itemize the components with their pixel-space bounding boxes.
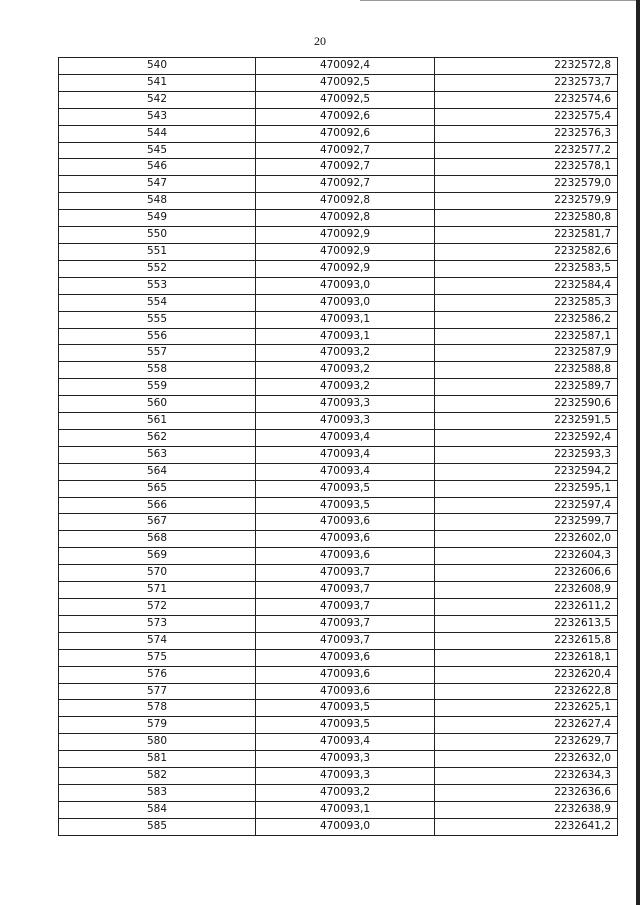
y-coordinate-cell: 2232602,0: [435, 531, 618, 548]
x-coordinate-cell: 470093,4: [256, 734, 435, 751]
x-coordinate-cell: 470093,0: [256, 294, 435, 311]
table-row: [59, 91, 618, 108]
table-row: [59, 277, 618, 294]
x-coordinate-cell: 470092,4: [256, 58, 435, 75]
table-row: [59, 818, 618, 835]
x-coordinate-cell: 470093,7: [256, 615, 435, 632]
y-coordinate-cell: 2232636,6: [435, 784, 618, 801]
point-number-cell: 558: [59, 362, 256, 379]
table-row: [59, 599, 618, 616]
x-coordinate-cell: 470093,2: [256, 362, 435, 379]
point-number-cell: 556: [59, 328, 256, 345]
x-coordinate-cell: 470093,7: [256, 632, 435, 649]
y-coordinate-cell: 2232634,3: [435, 768, 618, 785]
y-coordinate-cell: 2232581,7: [435, 227, 618, 244]
point-number-cell: 579: [59, 717, 256, 734]
x-coordinate-cell: 470093,7: [256, 582, 435, 599]
x-coordinate-cell: 470093,3: [256, 768, 435, 785]
y-coordinate-cell: 2232629,7: [435, 734, 618, 751]
y-coordinate-cell: 2232594,2: [435, 463, 618, 480]
x-coordinate-cell: 470093,5: [256, 700, 435, 717]
point-number-cell: 573: [59, 615, 256, 632]
y-coordinate-cell: 2232575,4: [435, 108, 618, 125]
y-coordinate-cell: 2232591,5: [435, 413, 618, 430]
point-number-cell: 566: [59, 497, 256, 514]
point-number-cell: 570: [59, 565, 256, 582]
table-row: [59, 311, 618, 328]
table-row: [59, 413, 618, 430]
x-coordinate-cell: 470092,7: [256, 176, 435, 193]
y-coordinate-cell: 2232613,5: [435, 615, 618, 632]
point-number-cell: 569: [59, 548, 256, 565]
table-row: [59, 784, 618, 801]
table-row: [59, 497, 618, 514]
x-coordinate-cell: 470093,7: [256, 599, 435, 616]
y-coordinate-cell: 2232632,0: [435, 751, 618, 768]
point-number-cell: 544: [59, 125, 256, 142]
point-number-cell: 545: [59, 142, 256, 159]
point-number-cell: 572: [59, 599, 256, 616]
table-row: [59, 768, 618, 785]
y-coordinate-cell: 2232576,3: [435, 125, 618, 142]
x-coordinate-cell: 470093,3: [256, 396, 435, 413]
table-row: [59, 700, 618, 717]
table-row: [59, 58, 618, 75]
x-coordinate-cell: 470092,8: [256, 210, 435, 227]
x-coordinate-cell: 470093,6: [256, 531, 435, 548]
table-row: [59, 345, 618, 362]
point-number-cell: 542: [59, 91, 256, 108]
table-row: [59, 666, 618, 683]
point-number-cell: 553: [59, 277, 256, 294]
point-number-cell: 575: [59, 649, 256, 666]
y-coordinate-cell: 2232622,8: [435, 683, 618, 700]
x-coordinate-cell: 470093,1: [256, 311, 435, 328]
y-coordinate-cell: 2232604,3: [435, 548, 618, 565]
table-row: [59, 379, 618, 396]
y-coordinate-cell: 2232625,1: [435, 700, 618, 717]
y-coordinate-cell: 2232592,4: [435, 429, 618, 446]
y-coordinate-cell: 2232578,1: [435, 159, 618, 176]
table-row: [59, 683, 618, 700]
table-row: [59, 548, 618, 565]
x-coordinate-cell: 470093,6: [256, 514, 435, 531]
coordinates-table-body: [59, 58, 618, 836]
y-coordinate-cell: 2232595,1: [435, 480, 618, 497]
table-row: [59, 193, 618, 210]
point-number-cell: 581: [59, 751, 256, 768]
y-coordinate-cell: 2232641,2: [435, 818, 618, 835]
y-coordinate-cell: 2232582,6: [435, 243, 618, 260]
x-coordinate-cell: 470093,3: [256, 751, 435, 768]
point-number-cell: 578: [59, 700, 256, 717]
y-coordinate-cell: 2232620,4: [435, 666, 618, 683]
y-coordinate-cell: 2232579,9: [435, 193, 618, 210]
y-coordinate-cell: 2232579,0: [435, 176, 618, 193]
x-coordinate-cell: 470093,5: [256, 480, 435, 497]
x-coordinate-cell: 470092,6: [256, 125, 435, 142]
y-coordinate-cell: 2232615,8: [435, 632, 618, 649]
x-coordinate-cell: 470092,5: [256, 91, 435, 108]
x-coordinate-cell: 470092,9: [256, 227, 435, 244]
point-number-cell: 565: [59, 480, 256, 497]
point-number-cell: 564: [59, 463, 256, 480]
table-row: [59, 446, 618, 463]
table-row: [59, 142, 618, 159]
x-coordinate-cell: 470093,0: [256, 818, 435, 835]
point-number-cell: 554: [59, 294, 256, 311]
table-row: [59, 734, 618, 751]
x-coordinate-cell: 470092,8: [256, 193, 435, 210]
table-row: [59, 227, 618, 244]
table-row: [59, 108, 618, 125]
table-row: [59, 751, 618, 768]
y-coordinate-cell: 2232585,3: [435, 294, 618, 311]
x-coordinate-cell: 470093,2: [256, 379, 435, 396]
point-number-cell: 547: [59, 176, 256, 193]
x-coordinate-cell: 470093,2: [256, 784, 435, 801]
point-number-cell: 574: [59, 632, 256, 649]
point-number-cell: 585: [59, 818, 256, 835]
y-coordinate-cell: 2232627,4: [435, 717, 618, 734]
table-row: [59, 294, 618, 311]
table-row: [59, 176, 618, 193]
y-coordinate-cell: 2232584,4: [435, 277, 618, 294]
scan-edge: [636, 0, 640, 905]
x-coordinate-cell: 470093,5: [256, 497, 435, 514]
table-row: [59, 328, 618, 345]
table-row: [59, 362, 618, 379]
point-number-cell: 546: [59, 159, 256, 176]
point-number-cell: 550: [59, 227, 256, 244]
y-coordinate-cell: 2232580,8: [435, 210, 618, 227]
y-coordinate-cell: 2232590,6: [435, 396, 618, 413]
table-row: [59, 159, 618, 176]
table-row: [59, 615, 618, 632]
y-coordinate-cell: 2232606,6: [435, 565, 618, 582]
point-number-cell: 577: [59, 683, 256, 700]
x-coordinate-cell: 470093,2: [256, 345, 435, 362]
point-number-cell: 583: [59, 784, 256, 801]
x-coordinate-cell: 470092,9: [256, 260, 435, 277]
table-row: [59, 649, 618, 666]
y-coordinate-cell: 2232572,8: [435, 58, 618, 75]
x-coordinate-cell: 470092,7: [256, 142, 435, 159]
point-number-cell: 549: [59, 210, 256, 227]
x-coordinate-cell: 470093,1: [256, 801, 435, 818]
table-row: [59, 429, 618, 446]
point-number-cell: 560: [59, 396, 256, 413]
point-number-cell: 555: [59, 311, 256, 328]
table-row: [59, 801, 618, 818]
x-coordinate-cell: 470093,0: [256, 277, 435, 294]
point-number-cell: 561: [59, 413, 256, 430]
x-coordinate-cell: 470093,3: [256, 413, 435, 430]
table-row: [59, 565, 618, 582]
x-coordinate-cell: 470092,7: [256, 159, 435, 176]
point-number-cell: 580: [59, 734, 256, 751]
x-coordinate-cell: 470093,4: [256, 446, 435, 463]
point-number-cell: 582: [59, 768, 256, 785]
table-row: [59, 632, 618, 649]
point-number-cell: 568: [59, 531, 256, 548]
x-coordinate-cell: 470092,6: [256, 108, 435, 125]
scan-artifact-line: [360, 0, 640, 1]
table-row: [59, 514, 618, 531]
x-coordinate-cell: 470092,9: [256, 243, 435, 260]
y-coordinate-cell: 2232618,1: [435, 649, 618, 666]
point-number-cell: 576: [59, 666, 256, 683]
point-number-cell: 563: [59, 446, 256, 463]
table-row: [59, 531, 618, 548]
y-coordinate-cell: 2232573,7: [435, 74, 618, 91]
x-coordinate-cell: 470093,6: [256, 666, 435, 683]
point-number-cell: 567: [59, 514, 256, 531]
x-coordinate-cell: 470093,1: [256, 328, 435, 345]
table-row: [59, 582, 618, 599]
table-row: [59, 396, 618, 413]
y-coordinate-cell: 2232593,3: [435, 446, 618, 463]
x-coordinate-cell: 470093,7: [256, 565, 435, 582]
point-number-cell: 557: [59, 345, 256, 362]
y-coordinate-cell: 2232577,2: [435, 142, 618, 159]
table-row: [59, 717, 618, 734]
point-number-cell: 562: [59, 429, 256, 446]
x-coordinate-cell: 470092,5: [256, 74, 435, 91]
y-coordinate-cell: 2232597,4: [435, 497, 618, 514]
point-number-cell: 559: [59, 379, 256, 396]
page-number: 20: [314, 34, 326, 48]
y-coordinate-cell: 2232638,9: [435, 801, 618, 818]
y-coordinate-cell: 2232587,9: [435, 345, 618, 362]
point-number-cell: 584: [59, 801, 256, 818]
table-row: [59, 210, 618, 227]
point-number-cell: 552: [59, 260, 256, 277]
table-row: [59, 463, 618, 480]
y-coordinate-cell: 2232574,6: [435, 91, 618, 108]
point-number-cell: 548: [59, 193, 256, 210]
point-number-cell: 551: [59, 243, 256, 260]
table-row: [59, 260, 618, 277]
coordinates-table: [58, 57, 618, 836]
point-number-cell: 541: [59, 74, 256, 91]
point-number-cell: 543: [59, 108, 256, 125]
y-coordinate-cell: 2232599,7: [435, 514, 618, 531]
x-coordinate-cell: 470093,6: [256, 683, 435, 700]
x-coordinate-cell: 470093,5: [256, 717, 435, 734]
x-coordinate-cell: 470093,4: [256, 463, 435, 480]
y-coordinate-cell: 2232587,1: [435, 328, 618, 345]
y-coordinate-cell: 2232586,2: [435, 311, 618, 328]
table-row: [59, 74, 618, 91]
point-number-cell: 540: [59, 58, 256, 75]
x-coordinate-cell: 470093,6: [256, 649, 435, 666]
x-coordinate-cell: 470093,6: [256, 548, 435, 565]
y-coordinate-cell: 2232588,8: [435, 362, 618, 379]
x-coordinate-cell: 470093,4: [256, 429, 435, 446]
y-coordinate-cell: 2232589,7: [435, 379, 618, 396]
table-row: [59, 243, 618, 260]
y-coordinate-cell: 2232608,9: [435, 582, 618, 599]
point-number-cell: 571: [59, 582, 256, 599]
y-coordinate-cell: 2232583,5: [435, 260, 618, 277]
table-row: [59, 480, 618, 497]
table-row: [59, 125, 618, 142]
y-coordinate-cell: 2232611,2: [435, 599, 618, 616]
